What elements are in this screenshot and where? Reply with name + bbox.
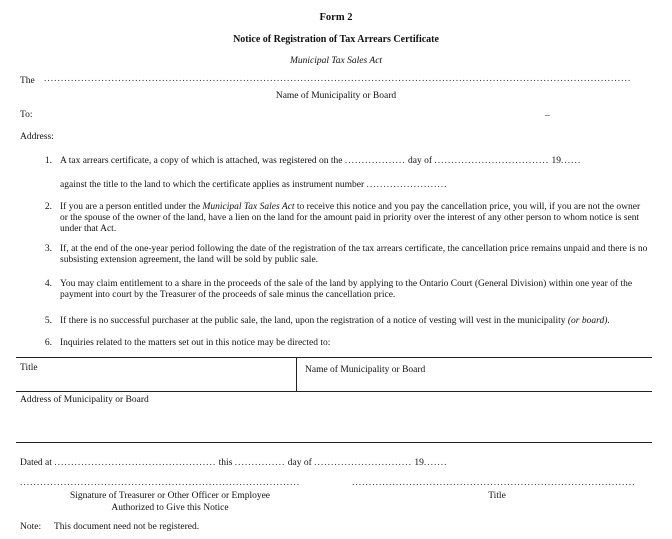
item-4-text: You may claim entitlement to a share in the proceeds of the sale of the land by applying to the Ontario Court (General Division) within one year of the payment into court by the Treasurer of the proceeds of sale minus the cancellation price.: [60, 279, 633, 300]
act-name: Municipal Tax Sales Act: [289, 56, 383, 66]
item-6-text: Inquiries related to the matters set out in this notice may be directed to:: [60, 338, 331, 348]
dash-mark: _: [545, 108, 550, 118]
address-label: Address:: [20, 132, 54, 142]
title-caption: Title: [488, 491, 506, 501]
signature-caption-2: Authorized to Give this Notice: [111, 503, 229, 513]
dated-month-dots: .............................: [314, 458, 413, 468]
item-1-date-dots: ..................: [344, 156, 406, 166]
item-1-instrument-dots: ........................: [366, 180, 448, 190]
municipality-name-dotted-line: ..............................................................................................................................................................................: [44, 74, 632, 84]
table-divider: [296, 357, 297, 391]
the-label: The: [20, 76, 35, 86]
title-dots: ....................................................................................: [352, 478, 636, 488]
item-6-number: 6.: [44, 338, 52, 348]
table-top-rule: [16, 357, 652, 358]
item-1-instrument-line: [60, 180, 448, 191]
item-2-number: 2.: [44, 202, 52, 212]
item-1-text: A tax arrears certificate, a copy of which is attached, was registered on the .................. day of .................................. 19......: [60, 156, 582, 166]
dated-this-label: this: [218, 458, 233, 468]
dated-day-dots: ...............: [234, 458, 286, 468]
dated-line: Dated at ................................................ this ............... day of ............................. 19.......: [20, 458, 448, 468]
dated-year: 19: [414, 458, 424, 468]
municipality-caption: Name of Municipality or Board: [275, 91, 397, 101]
table-title-label: Title: [20, 363, 38, 373]
note-text: This document need not be registered.: [54, 522, 200, 532]
item-1-day-of: day of: [408, 156, 433, 166]
table-municipality-label: Name of Municipality or Board: [305, 365, 426, 375]
signature-caption-1: Signature of Treasurer or Other Officer or Employee: [69, 491, 271, 501]
item-1-year: 19: [551, 156, 562, 166]
dated-at-dots: ................................................: [54, 458, 217, 468]
table-address-label: Address of Municipality or Board: [20, 395, 149, 405]
item-1-number: 1.: [44, 156, 52, 166]
item-3-number: 3.: [44, 244, 52, 254]
to-label: To:: [20, 110, 33, 120]
item-1-month-dots: ..................................: [434, 156, 550, 166]
item-3-text: If, at the end of the one-year period following the date of the registration of the tax arrears certificate, the cancellation price remains unpaid and there is no subsisting extension agreement, the land will be sold by public sale.: [60, 244, 648, 265]
item-1-text-a: A tax arrears certificate, a copy of which is attached, was registered on the: [60, 156, 343, 166]
item-2-post: to receive this notice and you pay the cancellation price, you will, if you are not the owner or the spouse of the owner of the land, have a lien on the land for the amount paid in priority over the interest of any other person to whom notice is sent under that Act.: [60, 202, 641, 234]
item-5-post: .: [607, 316, 610, 326]
item-2-text: [60, 202, 650, 235]
item-5-pre: If there is no successful purchaser at the public sale, the land, upon the registration of a notice of vesting will vest in the municipality: [60, 316, 568, 326]
item-2-act: Municipal Tax Sales Act: [202, 202, 295, 212]
item-5-number: 5.: [44, 316, 52, 326]
form-number: Form 2: [319, 12, 353, 23]
form-title: Notice of Registration of Tax Arrears Certificate: [233, 34, 439, 45]
table-bottom-rule: [16, 442, 652, 443]
item-2-pre: If you are a person entitled under the: [60, 202, 203, 212]
dated-at-label: Dated at: [20, 458, 52, 468]
item-1-text-b: against the title to the land to which the certificate applies as instrument number: [60, 180, 365, 190]
table-mid-rule: [16, 391, 652, 392]
item-5-text: [60, 316, 650, 327]
dated-day-of-label: day of: [287, 458, 312, 468]
item-5-ital: (or board): [567, 316, 608, 326]
signature-dots: ...................................................................................: [20, 478, 301, 488]
note-label: Note:: [20, 522, 42, 532]
item-4-number: 4.: [44, 279, 52, 289]
